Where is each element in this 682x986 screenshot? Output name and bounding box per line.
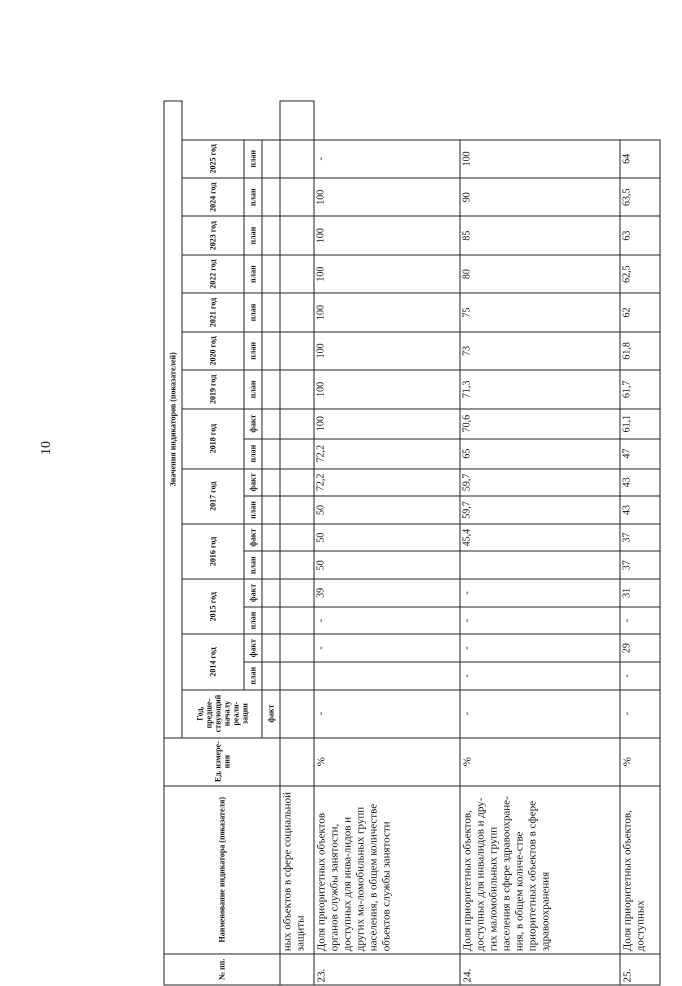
value-2014-plan xyxy=(314,662,460,690)
value-prev-fact: - xyxy=(314,690,460,738)
value-2017-fact: 72,2 xyxy=(314,469,460,497)
value-2023-plan: 63 xyxy=(620,216,660,254)
value-2014-plan: - xyxy=(620,662,660,690)
header-2022-plan: план xyxy=(244,255,262,293)
indicator-name: ных объектов в сфере социальной защиты xyxy=(280,786,314,954)
value-2019-plan: 71,3 xyxy=(460,370,620,408)
header-2021: 2021 год xyxy=(182,293,244,331)
value-2019-plan: 100 xyxy=(314,370,460,408)
header-2022: 2022 год xyxy=(182,255,244,293)
indicator-name: Доля приоритетных объектов, доступных для инвалидов и дру-гих маломобильных групп населения в сфере здравоохране-ния, в общем количе-стве приоритетных объектов в сфере здравоохранения xyxy=(460,786,620,954)
value-2018-fact: 61,1 xyxy=(620,409,660,439)
value-2015-fact: - xyxy=(460,579,620,607)
row-num xyxy=(280,954,314,985)
header-2017-fact: факт xyxy=(244,469,262,497)
value-2016-plan: 37 xyxy=(620,551,660,579)
value-2022-plan: 100 xyxy=(314,255,460,293)
header-2019: 2019 год xyxy=(182,370,244,408)
value-2016-plan: 50 xyxy=(314,551,460,579)
header-2015-fact: факт xyxy=(244,579,262,607)
header-2023-plan: план xyxy=(244,216,262,254)
header-2020-plan: план xyxy=(244,332,262,370)
table-row xyxy=(620,101,660,985)
value-2014-fact: - xyxy=(314,634,460,662)
value-2015-plan: - xyxy=(460,607,620,635)
table-row xyxy=(460,101,620,985)
value-2023-plan: 100 xyxy=(314,216,460,254)
header-2017: 2017 год xyxy=(182,469,244,524)
value-2021-plan: 100 xyxy=(314,293,460,331)
value-prev-fact: - xyxy=(620,690,660,738)
value-2015-plan: - xyxy=(314,607,460,635)
header-2023: 2023 год xyxy=(182,216,244,254)
value-2017-plan: 43 xyxy=(620,496,660,524)
header-2024: 2024 год xyxy=(182,178,244,216)
header-unit: Ед. измере-ния xyxy=(164,738,280,786)
table-row xyxy=(314,101,460,985)
value-2017-plan: 59,7 xyxy=(460,496,620,524)
header-2019-plan: план xyxy=(244,370,262,408)
row-num: 23. xyxy=(314,954,460,985)
value-2021-plan: 62 xyxy=(620,293,660,331)
value-2023-plan: 85 xyxy=(460,216,620,254)
header-2016: 2016 год xyxy=(182,524,244,579)
value-prev-fact: - xyxy=(460,690,620,738)
value-2025-plan: 64 xyxy=(620,140,660,178)
value-2017-fact: 59,7 xyxy=(460,469,620,497)
table-row xyxy=(280,101,314,985)
row-num: 25. xyxy=(620,954,660,985)
value-2018-fact: 70,6 xyxy=(460,409,620,439)
value-2016-fact: 45,4 xyxy=(460,524,620,552)
value-2016-fact: 50 xyxy=(314,524,460,552)
header-2016-fact: факт xyxy=(244,524,262,552)
value-2014-fact: - xyxy=(460,634,620,662)
header-2018-fact: факт xyxy=(244,409,262,439)
header-2014-plan: план xyxy=(244,662,262,690)
unit-cell: % xyxy=(620,738,660,786)
value-2025-plan: 100 xyxy=(460,140,620,178)
value-2017-plan: 50 xyxy=(314,496,460,524)
value-2022-plan: 80 xyxy=(460,255,620,293)
header-2018: 2018 год xyxy=(182,409,244,469)
value-2021-plan: 75 xyxy=(460,293,620,331)
value-2016-plan xyxy=(460,551,620,579)
header-2024-plan: план xyxy=(244,178,262,216)
header-name: Наименование индикатора (показателя) xyxy=(164,786,280,954)
value-2024-plan: 90 xyxy=(460,178,620,216)
row-num: 24. xyxy=(460,954,620,985)
value-2025-plan: - xyxy=(314,140,460,178)
header-2017-plan: план xyxy=(244,496,262,524)
header-2020: 2020 год xyxy=(182,332,244,370)
value-2019-plan: 61,7 xyxy=(620,370,660,408)
header-2025-plan: план xyxy=(244,140,262,178)
unit-cell xyxy=(280,738,314,786)
unit-cell: % xyxy=(460,738,620,786)
value-2020-plan: 100 xyxy=(314,332,460,370)
header-prev-year-fact: факт xyxy=(262,690,280,738)
indicator-table-sheet xyxy=(164,101,682,986)
value-2018-plan: 65 xyxy=(460,439,620,469)
header-2018-plan: план xyxy=(244,439,262,469)
value-2015-plan: - xyxy=(620,607,660,635)
header-2016-plan: план xyxy=(244,551,262,579)
header-2014-fact: факт xyxy=(244,634,262,662)
value-2016-fact: 37 xyxy=(620,524,660,552)
header-2015: 2015 год xyxy=(182,579,244,634)
value-2018-plan: 72,2 xyxy=(314,439,460,469)
page-number: 10 xyxy=(39,441,54,455)
value-2018-fact: 100 xyxy=(314,409,460,439)
header-prev-year: Год, предше-ствующий началу реали-зации xyxy=(182,690,262,738)
value-2014-fact: 29 xyxy=(620,634,660,662)
value-2017-fact: 43 xyxy=(620,469,660,497)
value-2014-plan: - xyxy=(460,662,620,690)
indicators-table xyxy=(164,101,661,986)
header-values-group: Значения индикаторов (показателей) xyxy=(164,101,182,738)
header-2015-plan: план xyxy=(244,607,262,635)
header-2025: 2025 год xyxy=(182,140,244,178)
header-2021-plan: план xyxy=(244,293,262,331)
value-2015-fact: 31 xyxy=(620,579,660,607)
value-2020-plan: 61,8 xyxy=(620,332,660,370)
unit-cell: % xyxy=(314,738,460,786)
value-2015-fact: 39 xyxy=(314,579,460,607)
value-2020-plan: 73 xyxy=(460,332,620,370)
value-2022-plan: 62,5 xyxy=(620,255,660,293)
indicator-name: Доля приоритетных объектов органов службы занятости, доступных для инва-лидов и других ма-ломобильных групп населения, в общем количестве объектов службы занятости xyxy=(314,786,460,954)
indicator-name: Доля приоритетных объектов, доступных xyxy=(620,786,660,954)
value-2024-plan: 100 xyxy=(314,178,460,216)
header-num: № пп. xyxy=(164,954,280,985)
value-2018-plan: 47 xyxy=(620,439,660,469)
header-2014: 2014 год xyxy=(182,634,244,689)
value-2024-plan: 63,5 xyxy=(620,178,660,216)
